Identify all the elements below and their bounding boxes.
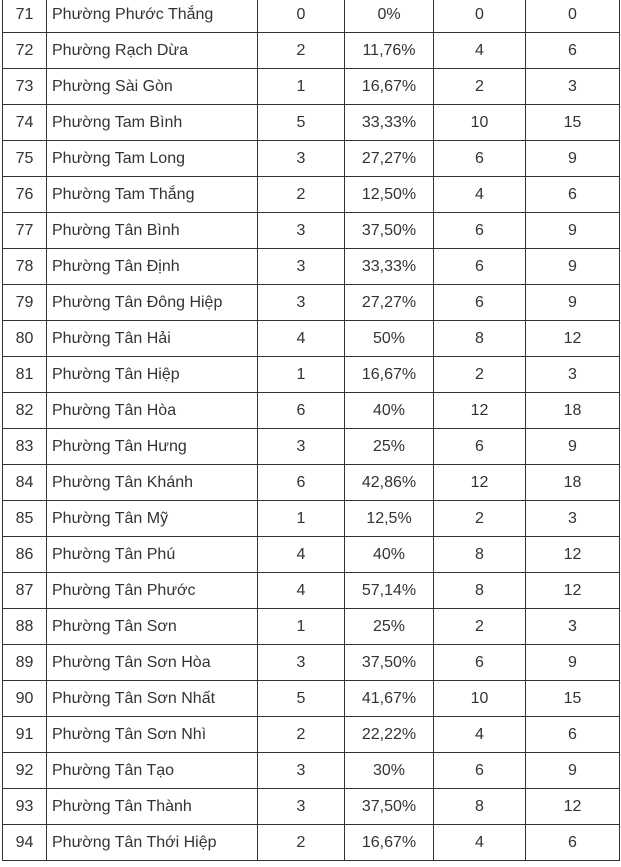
count-cell: 4 — [258, 321, 345, 357]
value-c-cell: 6 — [434, 753, 526, 789]
ward-name-cell: Phường Tân Khánh — [47, 465, 258, 501]
table-row — [3, 717, 620, 753]
value-c-cell: 12 — [434, 465, 526, 501]
value-c-cell: 6 — [434, 213, 526, 249]
count-cell: 3 — [258, 141, 345, 177]
row-number-cell: 87 — [3, 573, 47, 609]
table-row — [3, 105, 620, 141]
value-d-cell: 9 — [526, 429, 620, 465]
value-c-cell: 6 — [434, 141, 526, 177]
row-number-cell: 88 — [3, 609, 47, 645]
value-d-cell: 12 — [526, 789, 620, 825]
table-row — [3, 645, 620, 681]
value-c-cell: 8 — [434, 789, 526, 825]
percent-cell: 37,50% — [345, 645, 434, 681]
row-number-cell: 79 — [3, 285, 47, 321]
percent-cell: 57,14% — [345, 573, 434, 609]
row-number-cell: 83 — [3, 429, 47, 465]
value-c-cell: 8 — [434, 537, 526, 573]
count-cell: 3 — [258, 789, 345, 825]
percent-cell: 42,86% — [345, 465, 434, 501]
ward-name-cell: Phường Tân Phú — [47, 537, 258, 573]
row-number-cell: 94 — [3, 825, 47, 861]
percent-cell: 25% — [345, 609, 434, 645]
percent-cell: 25% — [345, 429, 434, 465]
percent-cell: 27,27% — [345, 285, 434, 321]
count-cell: 3 — [258, 213, 345, 249]
value-d-cell: 0 — [526, 0, 620, 33]
ward-name-cell: Phường Tân Đông Hiệp — [47, 285, 258, 321]
row-number-cell: 86 — [3, 537, 47, 573]
value-c-cell: 2 — [434, 357, 526, 393]
table-row — [3, 501, 620, 537]
table-row — [3, 141, 620, 177]
ward-name-cell: Phường Tân Sơn Nhì — [47, 717, 258, 753]
table-row — [3, 393, 620, 429]
value-d-cell: 3 — [526, 609, 620, 645]
value-c-cell: 10 — [434, 681, 526, 717]
value-d-cell: 9 — [526, 141, 620, 177]
value-d-cell: 6 — [526, 825, 620, 861]
ward-name-cell: Phường Tân Hải — [47, 321, 258, 357]
row-number-cell: 93 — [3, 789, 47, 825]
ward-name-cell: Phường Tân Hưng — [47, 429, 258, 465]
count-cell: 2 — [258, 33, 345, 69]
ward-name-cell: Phường Tân Tạo — [47, 753, 258, 789]
value-c-cell: 12 — [434, 393, 526, 429]
percent-cell: 12,50% — [345, 177, 434, 213]
ward-name-cell: Phường Tân Hiệp — [47, 357, 258, 393]
count-cell: 4 — [258, 537, 345, 573]
value-c-cell: 6 — [434, 285, 526, 321]
row-number-cell: 91 — [3, 717, 47, 753]
percent-cell: 40% — [345, 537, 434, 573]
value-c-cell: 8 — [434, 573, 526, 609]
value-d-cell: 3 — [526, 357, 620, 393]
value-d-cell: 12 — [526, 321, 620, 357]
value-d-cell: 12 — [526, 573, 620, 609]
count-cell: 1 — [258, 609, 345, 645]
table-row — [3, 0, 620, 33]
row-number-cell: 71 — [3, 0, 47, 33]
value-c-cell: 6 — [434, 429, 526, 465]
value-c-cell: 10 — [434, 105, 526, 141]
count-cell: 6 — [258, 465, 345, 501]
row-number-cell: 89 — [3, 645, 47, 681]
count-cell: 4 — [258, 573, 345, 609]
count-cell: 2 — [258, 825, 345, 861]
value-d-cell: 9 — [526, 213, 620, 249]
percent-cell: 37,50% — [345, 213, 434, 249]
row-number-cell: 84 — [3, 465, 47, 501]
count-cell: 3 — [258, 429, 345, 465]
count-cell: 2 — [258, 177, 345, 213]
percent-cell: 0% — [345, 0, 434, 33]
row-number-cell: 74 — [3, 105, 47, 141]
percent-cell: 11,76% — [345, 33, 434, 69]
table-row — [3, 825, 620, 861]
value-c-cell: 4 — [434, 33, 526, 69]
value-d-cell: 6 — [526, 33, 620, 69]
percent-cell: 27,27% — [345, 141, 434, 177]
row-number-cell: 72 — [3, 33, 47, 69]
value-c-cell: 0 — [434, 0, 526, 33]
count-cell: 3 — [258, 645, 345, 681]
value-c-cell: 4 — [434, 825, 526, 861]
row-number-cell: 73 — [3, 69, 47, 105]
ward-name-cell: Phường Tân Mỹ — [47, 501, 258, 537]
ward-name-cell: Phường Tân Sơn Hòa — [47, 645, 258, 681]
count-cell: 5 — [258, 105, 345, 141]
value-d-cell: 9 — [526, 285, 620, 321]
count-cell: 1 — [258, 69, 345, 105]
ward-name-cell: Phường Tân Thành — [47, 789, 258, 825]
table-row — [3, 753, 620, 789]
table-row — [3, 213, 620, 249]
count-cell: 5 — [258, 681, 345, 717]
table-row — [3, 537, 620, 573]
percent-cell: 22,22% — [345, 717, 434, 753]
ward-name-cell: Phường Rạch Dừa — [47, 33, 258, 69]
count-cell: 3 — [258, 753, 345, 789]
value-c-cell: 6 — [434, 249, 526, 285]
value-c-cell: 6 — [434, 645, 526, 681]
value-c-cell: 4 — [434, 717, 526, 753]
ward-name-cell: Phường Tam Thắng — [47, 177, 258, 213]
table-row — [3, 69, 620, 105]
value-c-cell: 2 — [434, 609, 526, 645]
ward-name-cell: Phường Tân Sơn Nhất — [47, 681, 258, 717]
table-row — [3, 177, 620, 213]
value-d-cell: 3 — [526, 501, 620, 537]
count-cell: 2 — [258, 717, 345, 753]
ward-name-cell: Phường Tân Bình — [47, 213, 258, 249]
value-d-cell: 15 — [526, 105, 620, 141]
percent-cell: 33,33% — [345, 105, 434, 141]
percent-cell: 33,33% — [345, 249, 434, 285]
value-d-cell: 6 — [526, 177, 620, 213]
ward-name-cell: Phường Tân Thới Hiệp — [47, 825, 258, 861]
table-row — [3, 357, 620, 393]
row-number-cell: 90 — [3, 681, 47, 717]
ward-name-cell: Phường Phước Thắng — [47, 0, 258, 33]
count-cell: 0 — [258, 0, 345, 33]
table-row — [3, 789, 620, 825]
percent-cell: 12,5% — [345, 501, 434, 537]
row-number-cell: 77 — [3, 213, 47, 249]
percent-cell: 41,67% — [345, 681, 434, 717]
ward-name-cell: Phường Tân Hòa — [47, 393, 258, 429]
value-d-cell: 18 — [526, 393, 620, 429]
percent-cell: 50% — [345, 321, 434, 357]
value-d-cell: 3 — [526, 69, 620, 105]
row-number-cell: 81 — [3, 357, 47, 393]
value-d-cell: 12 — [526, 537, 620, 573]
data-table — [2, 0, 620, 861]
row-number-cell: 75 — [3, 141, 47, 177]
count-cell: 1 — [258, 357, 345, 393]
count-cell: 3 — [258, 285, 345, 321]
value-d-cell: 18 — [526, 465, 620, 501]
table-row — [3, 249, 620, 285]
percent-cell: 37,50% — [345, 789, 434, 825]
ward-name-cell: Phường Tân Sơn — [47, 609, 258, 645]
table-row — [3, 33, 620, 69]
ward-name-cell: Phường Sài Gòn — [47, 69, 258, 105]
row-number-cell: 85 — [3, 501, 47, 537]
percent-cell: 16,67% — [345, 357, 434, 393]
percent-cell: 16,67% — [345, 69, 434, 105]
value-d-cell: 6 — [526, 717, 620, 753]
ward-name-cell: Phường Tân Phước — [47, 573, 258, 609]
row-number-cell: 92 — [3, 753, 47, 789]
value-d-cell: 9 — [526, 249, 620, 285]
table-row — [3, 321, 620, 357]
percent-cell: 16,67% — [345, 825, 434, 861]
ward-name-cell: Phường Tân Định — [47, 249, 258, 285]
ward-name-cell: Phường Tam Long — [47, 141, 258, 177]
table-row — [3, 573, 620, 609]
table-row — [3, 285, 620, 321]
percent-cell: 40% — [345, 393, 434, 429]
value-d-cell: 9 — [526, 753, 620, 789]
row-number-cell: 80 — [3, 321, 47, 357]
row-number-cell: 82 — [3, 393, 47, 429]
table-row — [3, 429, 620, 465]
percent-cell: 30% — [345, 753, 434, 789]
value-d-cell: 9 — [526, 645, 620, 681]
value-c-cell: 2 — [434, 501, 526, 537]
table-body — [3, 0, 620, 861]
ward-name-cell: Phường Tam Bình — [47, 105, 258, 141]
row-number-cell: 76 — [3, 177, 47, 213]
value-c-cell: 2 — [434, 69, 526, 105]
table-row — [3, 681, 620, 717]
value-d-cell: 15 — [526, 681, 620, 717]
value-c-cell: 8 — [434, 321, 526, 357]
count-cell: 1 — [258, 501, 345, 537]
count-cell: 6 — [258, 393, 345, 429]
count-cell: 3 — [258, 249, 345, 285]
value-c-cell: 4 — [434, 177, 526, 213]
row-number-cell: 78 — [3, 249, 47, 285]
table-row — [3, 465, 620, 501]
table-row — [3, 609, 620, 645]
